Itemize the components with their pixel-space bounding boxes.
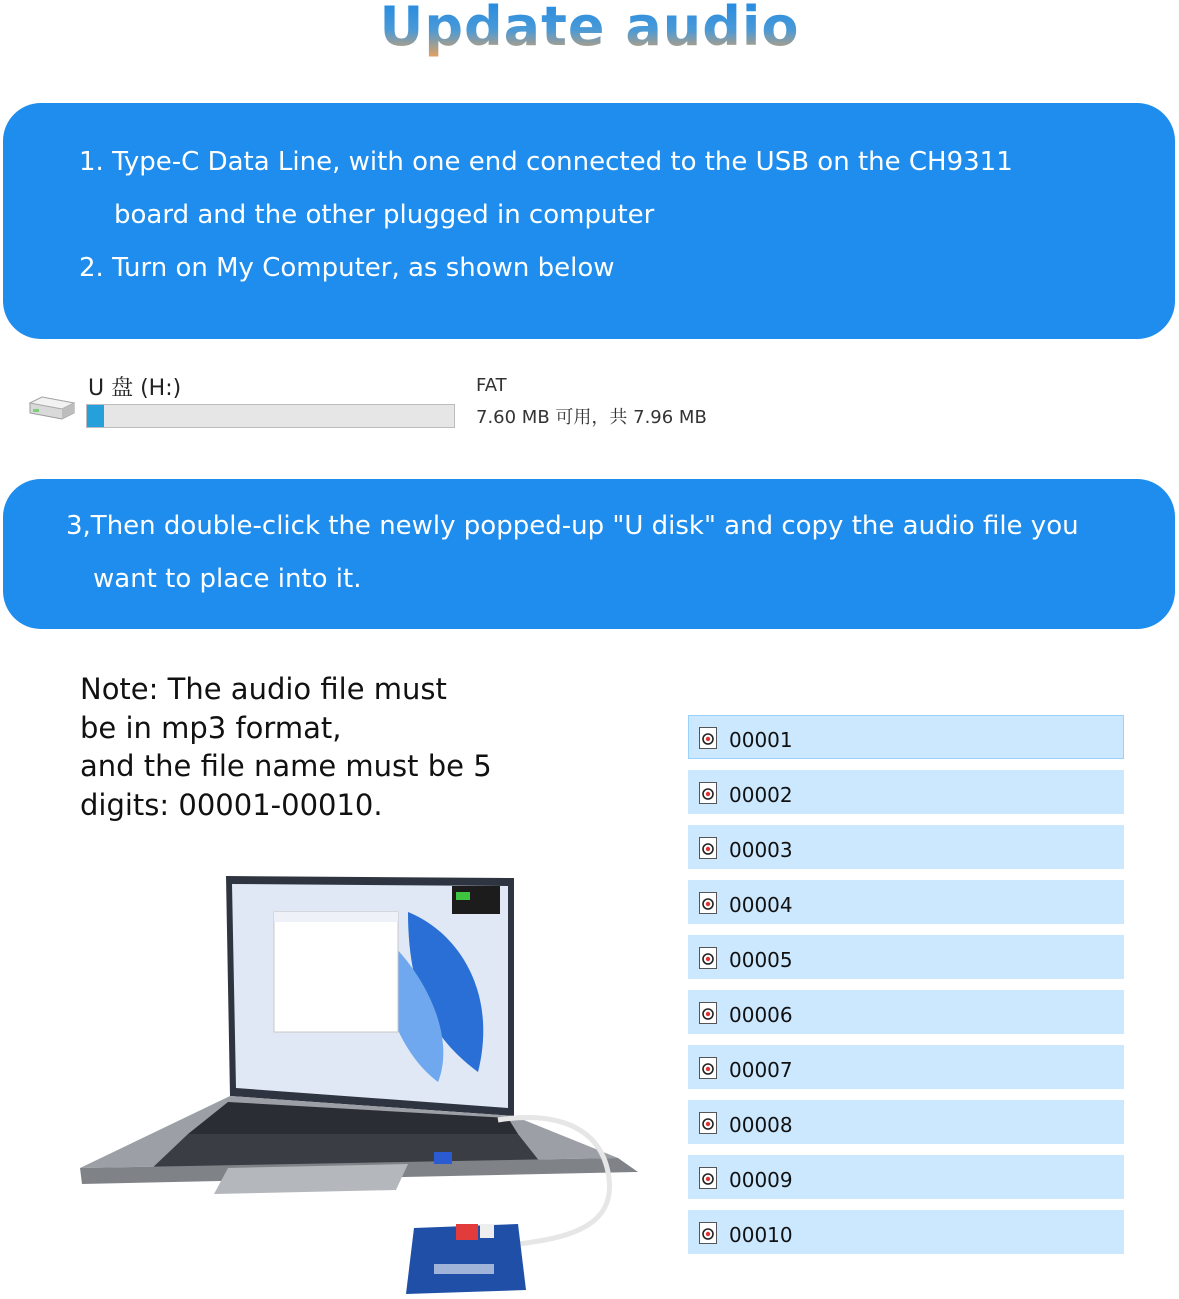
file-name: 00004 (729, 893, 793, 917)
step-3-line-2: want to place into it. (93, 564, 362, 594)
file-row-00010[interactable] (688, 1210, 1124, 1254)
audio-file-icon (699, 1222, 717, 1244)
file-row-00008[interactable] (688, 1100, 1124, 1144)
note-line: and the file name must be 5 (80, 749, 492, 783)
instructions-panel-1 (3, 103, 1175, 339)
file-name: 00007 (729, 1058, 793, 1082)
instructions-panel-2 (3, 479, 1175, 629)
file-row-00001[interactable] (688, 715, 1124, 759)
file-name: 00002 (729, 783, 793, 807)
file-row-00007[interactable] (688, 1045, 1124, 1089)
drive-space: 7.60 MB 可用，共 7.96 MB (476, 407, 707, 428)
step-3-line-1: 3,Then double-click the newly popped-up "U disk" and copy the audio file you (66, 511, 1079, 541)
drive-filesystem: FAT (476, 375, 507, 396)
note-line: Note: The audio file must (80, 672, 447, 706)
file-row-00004[interactable] (688, 880, 1124, 924)
laptop-with-board-photo (78, 872, 638, 1297)
file-row-00003[interactable] (688, 825, 1124, 869)
step-2-text: 2. Turn on My Computer, as shown below (79, 253, 615, 283)
audio-file-icon (699, 892, 717, 914)
file-name: 00003 (729, 838, 793, 862)
file-name: 00010 (729, 1223, 793, 1247)
drive-name[interactable]: U 盘 (H:) (88, 376, 182, 401)
audio-file-icon (699, 782, 717, 804)
audio-file-icon (699, 837, 717, 859)
audio-file-icon (699, 1112, 717, 1134)
file-name: 00006 (729, 1003, 793, 1027)
drive-usage-fill (87, 405, 104, 427)
note-text (80, 670, 492, 824)
file-row-00002[interactable] (688, 770, 1124, 814)
file-row-00006[interactable] (688, 990, 1124, 1034)
file-name: 00009 (729, 1168, 793, 1192)
note-line: be in mp3 format, (80, 710, 342, 745)
file-name: 00008 (729, 1113, 793, 1137)
file-row-00009[interactable] (688, 1155, 1124, 1199)
page-title: Update audio (0, 0, 1179, 58)
file-name: 00001 (729, 728, 793, 752)
note-line: digits: 00001-00010. (80, 787, 383, 822)
step-1-line-1: 1. Type-C Data Line, with one end connected to the USB on the CH9311 (79, 147, 1013, 177)
step-1-line-2: board and the other plugged in computer (114, 200, 655, 230)
audio-file-icon (699, 1057, 717, 1079)
drive-usage-bar (86, 404, 455, 428)
audio-file-icon (699, 1167, 717, 1189)
usb-drive-icon (28, 395, 76, 421)
file-name: 00005 (729, 948, 793, 972)
audio-file-icon (699, 1002, 717, 1024)
audio-file-icon (699, 947, 717, 969)
audio-file-icon (699, 727, 717, 749)
file-row-00005[interactable] (688, 935, 1124, 979)
